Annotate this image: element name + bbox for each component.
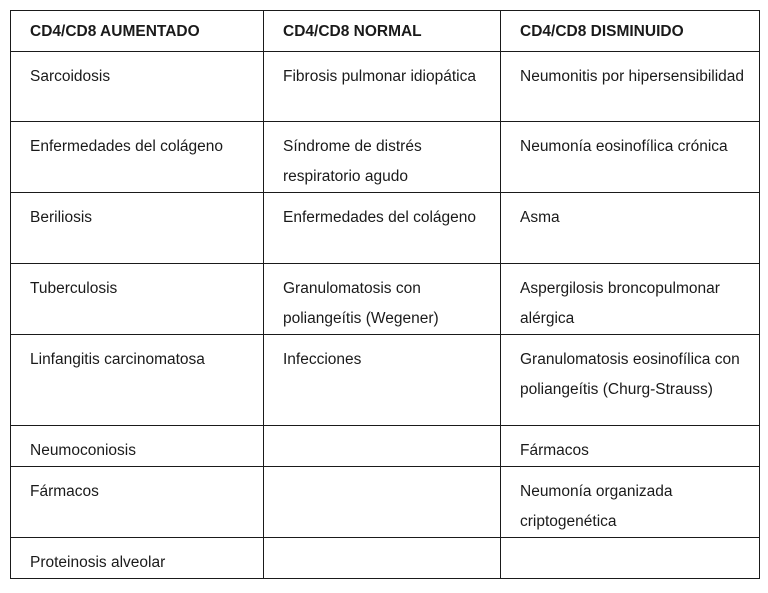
table-cell xyxy=(264,467,501,538)
table-cell: Enfermedades del colágeno xyxy=(264,193,501,264)
table-row xyxy=(11,193,760,264)
table-cell: Aspergilosis broncopulmonar alérgica xyxy=(501,264,760,335)
table-cell: Neumoconiosis xyxy=(11,426,264,467)
table-row xyxy=(11,538,760,579)
table-cell: Linfangitis carcinomatosa xyxy=(11,335,264,426)
table-cell: Infecciones xyxy=(264,335,501,426)
table-cell: Fármacos xyxy=(501,426,760,467)
table-cell xyxy=(501,538,760,579)
table-row xyxy=(11,467,760,538)
table-cell: Tuberculosis xyxy=(11,264,264,335)
table-cell: Granulomatosis eosinofílica con poliangeítis (Churg-Strauss) xyxy=(501,335,760,426)
table-row xyxy=(11,426,760,467)
table-cell: Asma xyxy=(501,193,760,264)
table-cell xyxy=(264,426,501,467)
table-row xyxy=(11,122,760,193)
table-cell: Fibrosis pulmonar idiopática xyxy=(264,52,501,122)
cd4-cd8-ratio-table xyxy=(10,10,760,579)
table-cell: Granulomatosis con poliangeítis (Wegener) xyxy=(264,264,501,335)
table-cell: Síndrome de distrés respiratorio agudo xyxy=(264,122,501,193)
table-row xyxy=(11,264,760,335)
table-cell xyxy=(264,538,501,579)
table-cell: Proteinosis alveolar xyxy=(11,538,264,579)
table-cell: Sarcoidosis xyxy=(11,52,264,122)
header-increased: CD4/CD8 AUMENTADO xyxy=(11,11,264,52)
table-cell: Neumonía eosinofílica crónica xyxy=(501,122,760,193)
table-row xyxy=(11,335,760,426)
table-cell: Beriliosis xyxy=(11,193,264,264)
header-row xyxy=(11,11,760,52)
table-cell: Fármacos xyxy=(11,467,264,538)
table-row xyxy=(11,52,760,122)
table-cell: Neumonía organizada criptogenética xyxy=(501,467,760,538)
table-cell: Enfermedades del colágeno xyxy=(11,122,264,193)
header-decreased: CD4/CD8 DISMINUIDO xyxy=(501,11,760,52)
table-cell: Neumonitis por hipersensibilidad xyxy=(501,52,760,122)
header-normal: CD4/CD8 NORMAL xyxy=(264,11,501,52)
